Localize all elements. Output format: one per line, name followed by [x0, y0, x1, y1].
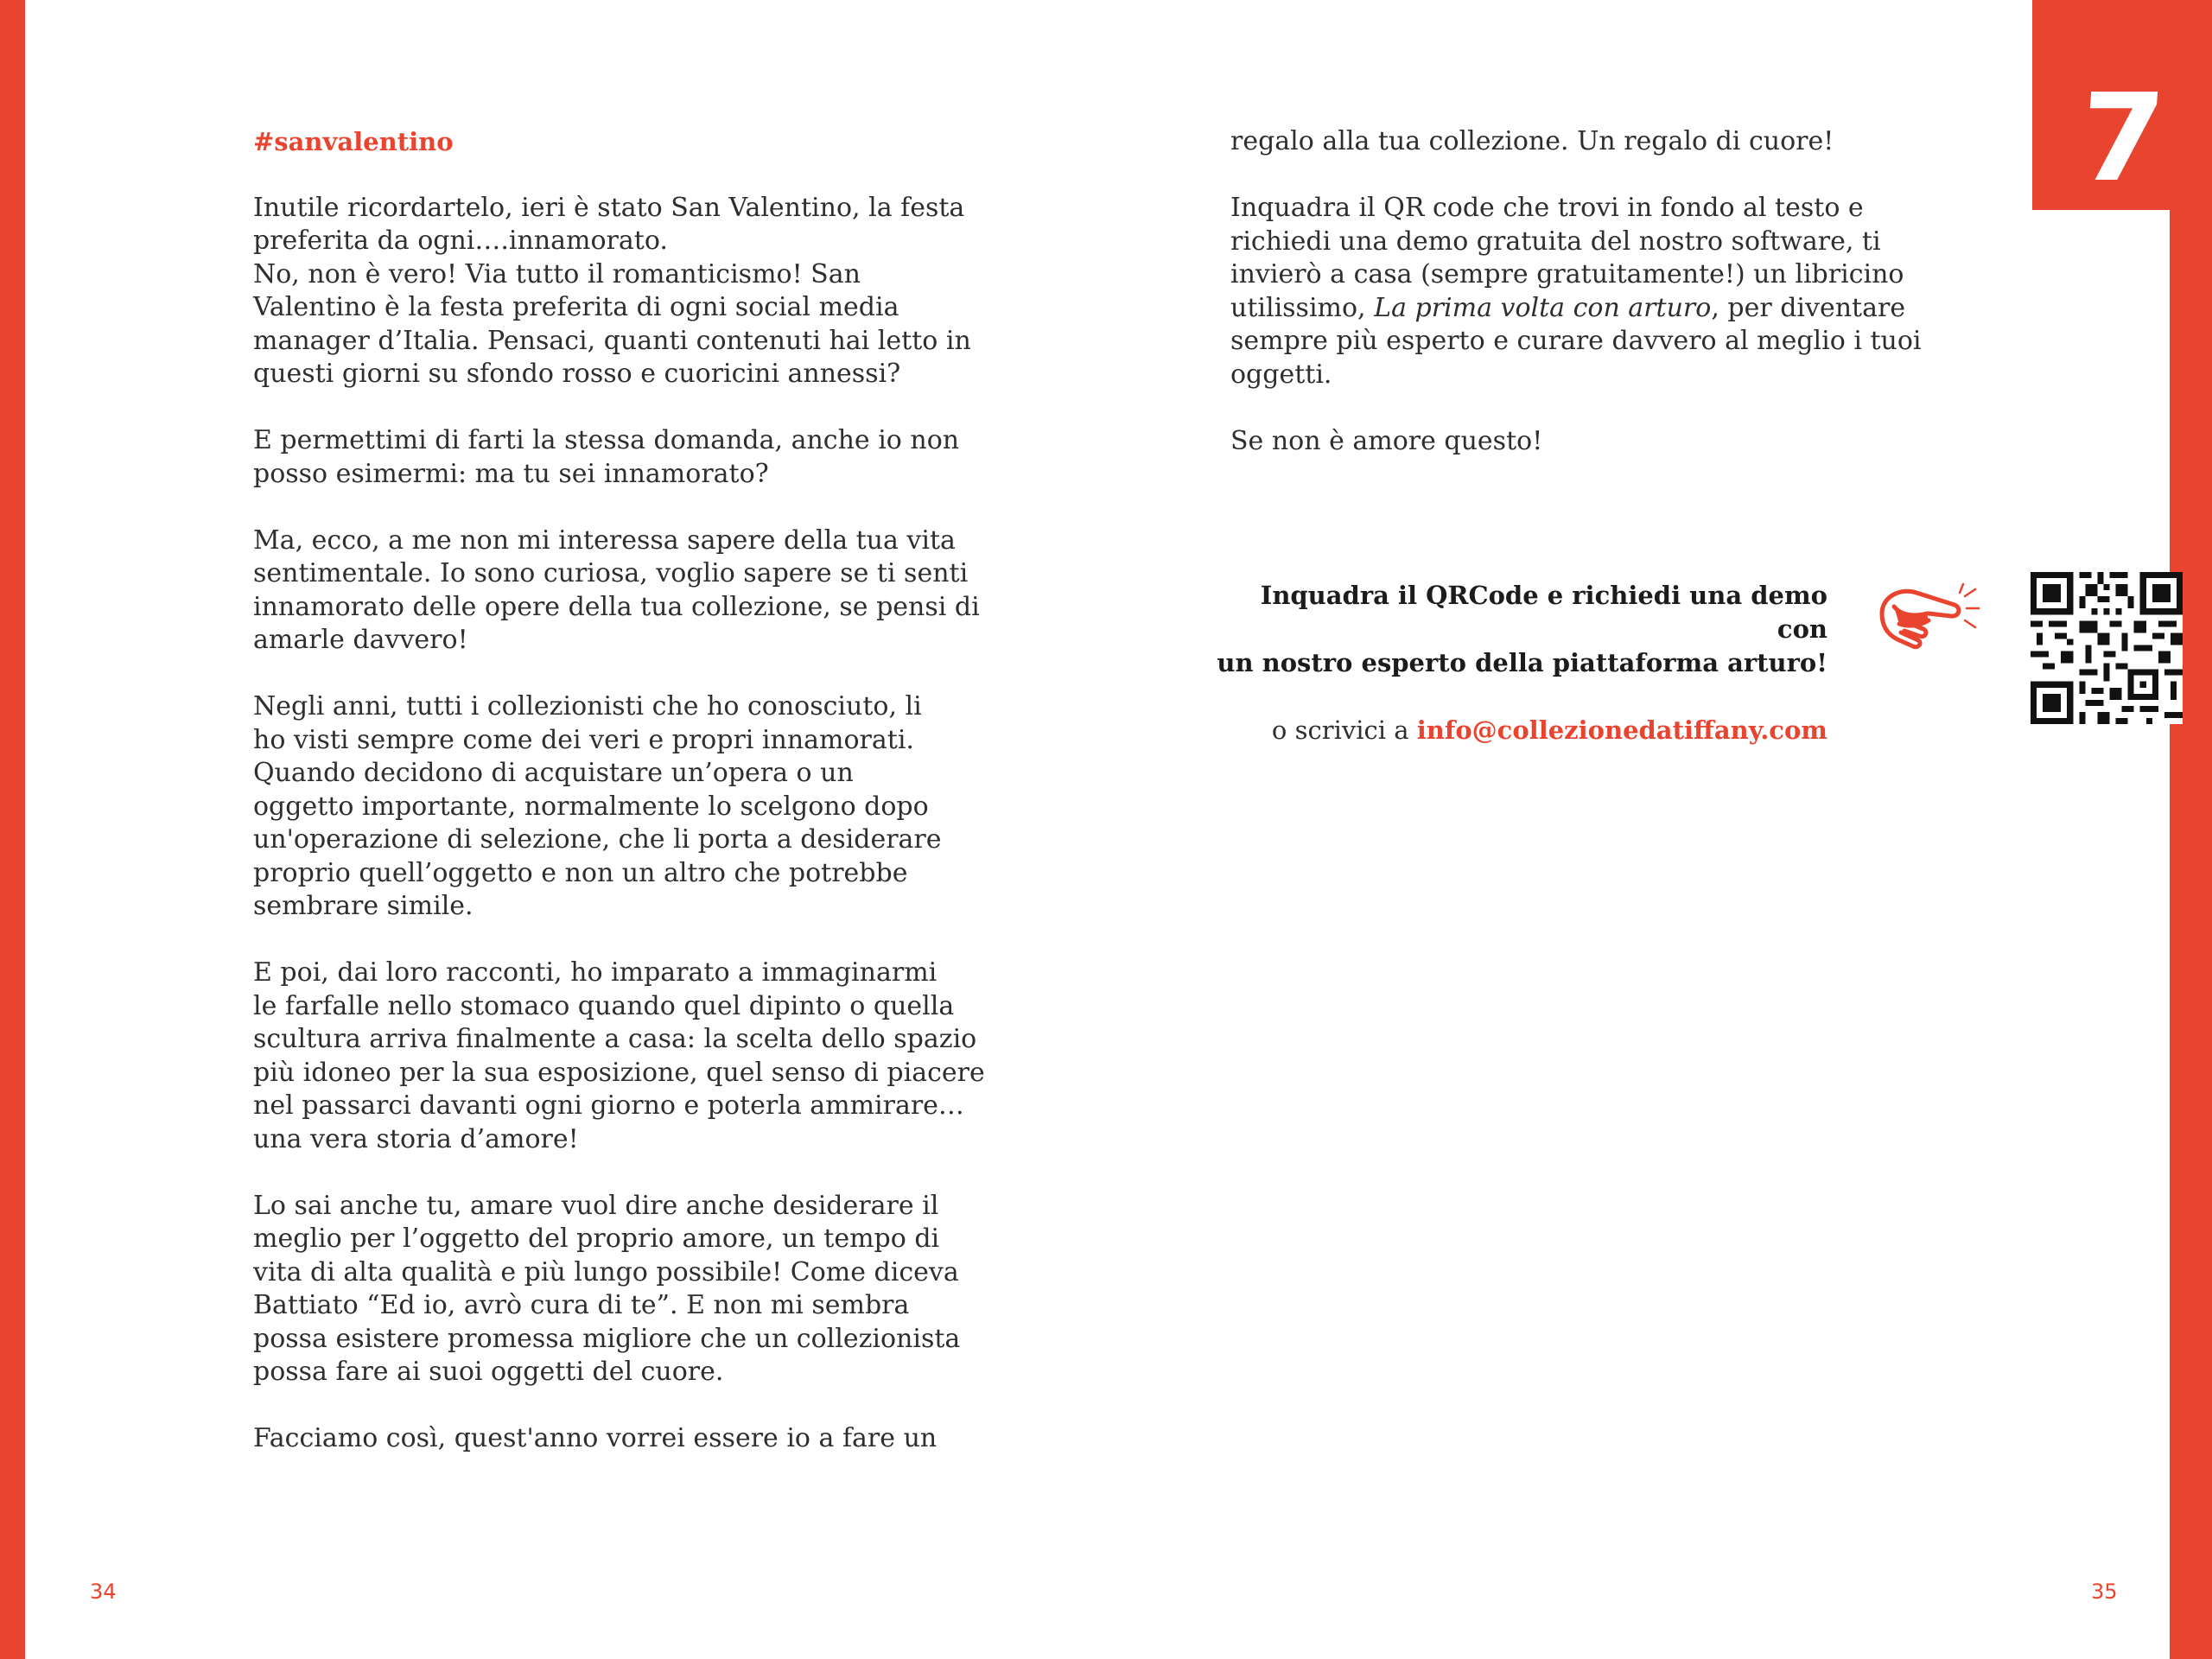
paragraph-3: Ma, ecco, a me non mi interessa sapere della tua vita sentimentale. Io sono curiosa, voglio sapere se ti senti innamorato delle opere della tua collezione, se pensi di amarle davvero! — [253, 524, 980, 655]
cta-text: Inquadra il QRCode e richiedi una demo con un nostro esperto della piattaforma arturo! — [1217, 581, 1827, 677]
email-line — [1210, 714, 1827, 747]
chapter-number: 7 — [2075, 68, 2170, 209]
chapter-tab — [2032, 0, 2212, 210]
page-number-left: 34 — [90, 1580, 117, 1604]
right-edge-bar — [2170, 0, 2212, 1659]
paragraph-5: E poi, dai loro racconti, ho imparato a immaginarmi le farfalle nello stomaco quando quel dipinto o quella scultura arriva finalmente a casa: la scelta dello spazio più idoneo per la sua esposizione, quel senso di piacere nel passarci davanti ogni giorno e poterla ammirare… una vera storia d’amore! — [253, 957, 985, 1154]
qr-instructions-text-a: Inquadra il QR code che trovi in fondo al testo e richiedi una demo gratuita del nostro software, ti invierò a casa (sempre gratuitamente!) un libricino utilissimo, — [1230, 193, 1904, 323]
right-column — [1230, 125, 1948, 492]
paragraph-continuation: regalo alla tua collezione. Un regalo di cuore! — [1230, 126, 1834, 156]
email-prefix: o scrivici a — [1271, 715, 1417, 745]
paragraph-closing: Se non è amore questo! — [1230, 425, 1543, 456]
qr-code-icon — [2031, 572, 2183, 724]
paragraph-2: E permettimi di farti la stessa domanda, anche io non posso esimermi: ma tu sei innamorato? — [253, 425, 960, 489]
paragraph-qr-instructions — [1230, 192, 1948, 391]
hashtag-heading: #sanvalentino — [253, 127, 454, 156]
left-column — [253, 125, 996, 1489]
left-edge-bar — [0, 0, 25, 1659]
paragraph-7: Facciamo così, quest'anno vorrei essere io a fare un — [253, 1423, 938, 1453]
paragraph-6: Lo sai anche tu, amare vuol dire anche desiderare il meglio per l’oggetto del proprio amore, un tempo di vita di alta qualità e più lungo possibile! Come diceva Battiato “Ed io, avrò cura di te”. E non mi sembra possa esistere promessa migliore che un collezionista possa fare ai suoi oggetti del cuore. — [253, 1190, 961, 1387]
pointing-hand-icon — [1875, 581, 1987, 654]
paragraph-4: Negli anni, tutti i collezionisti che ho conosciuto, li ho visti sempre come dei veri e propri innamorati. Quando decidono di acquistare un’opera o un oggetto importante, normalmente lo scelgono dopo un'operazione di selezione, che li porta a desiderare proprio quell’oggetto e non un altro che potrebbe sembrare simile. — [253, 691, 942, 921]
qr-instructions-text-b: , per diventare sempre più esperto e curare davvero al meglio i tuoi oggetti. — [1230, 292, 1922, 390]
page-number-right: 35 — [2091, 1580, 2118, 1604]
paragraph-1: Inutile ricordartelo, ieri è stato San Valentino, la festa preferita da ogni….innamorato. No, non è vero! Via tutto il romanticismo! San Valentino è la festa preferita di ogni social media manager d’Italia. Pensaci, quanti contenuti hai letto in questi giorni su sfondo rosso e cuoricini annessi? — [253, 192, 971, 389]
email-link[interactable]: info@collezionedatiffany.com — [1416, 715, 1827, 745]
book-title: La prima volta con arturo — [1374, 292, 1712, 323]
